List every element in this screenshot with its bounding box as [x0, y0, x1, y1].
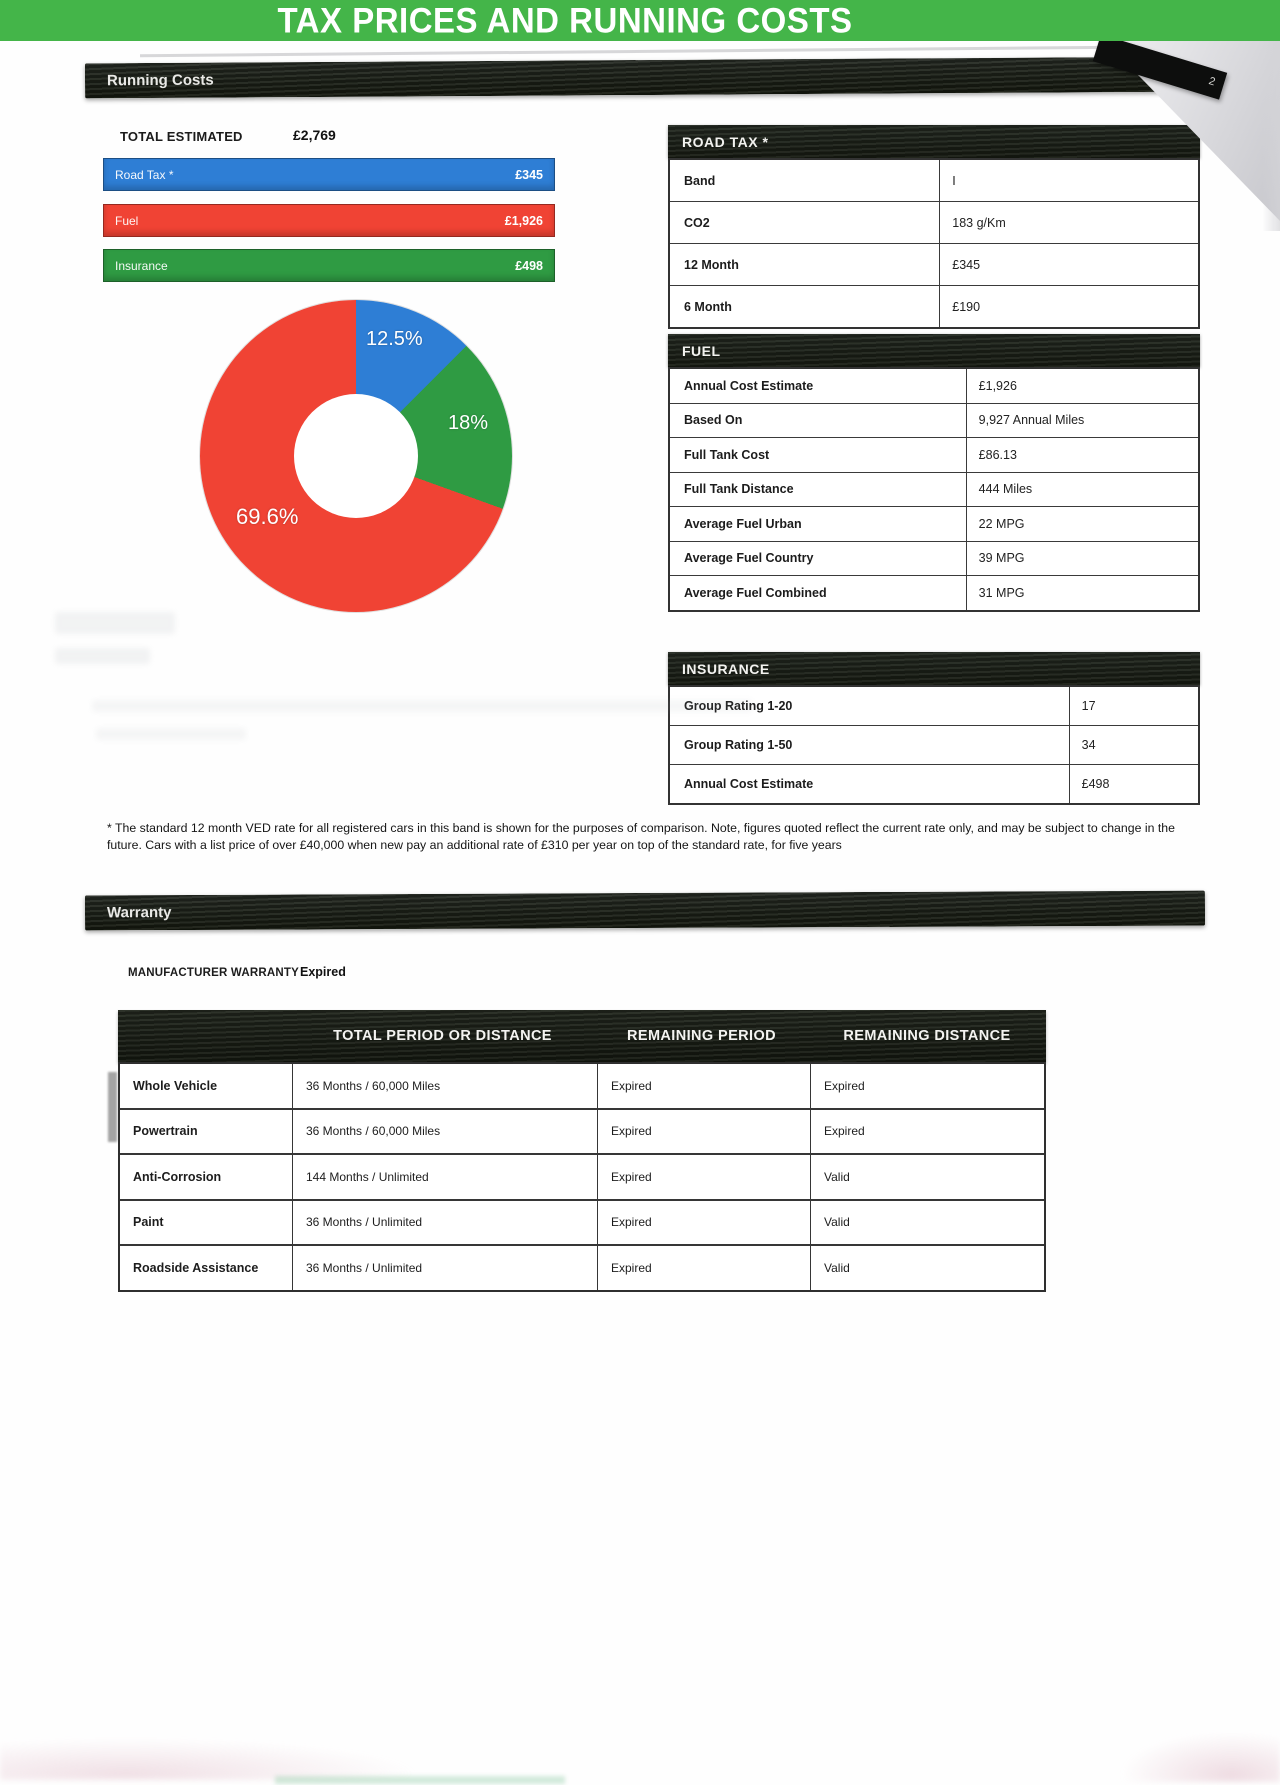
row-label: Roadside Assistance: [133, 1260, 259, 1275]
row-label: Group Rating 1-20: [684, 699, 793, 713]
row-value: 34: [1069, 726, 1198, 764]
ved-footnote: * The standard 12 month VED rate for all registered cars in this band is shown for the purposes of comparison. Note, figures quoted reflect the current rate only, and may be subject to change in the future. Cars with a list price of over £40,000 when new pay an additional rate of £310 per year on top of the standard rate, for five years: [107, 821, 1175, 853]
page-corner-fold: [1030, 41, 1280, 221]
section-warranty-label: Warranty: [106, 904, 172, 922]
road-tax-title: ROAD TAX *: [682, 133, 769, 150]
donut-label-road-tax: 12.5%: [366, 328, 423, 350]
row-label: Anti-Corrosion: [133, 1169, 222, 1184]
table-row: [670, 243, 1198, 285]
total-estimated-label: TOTAL ESTIMATED: [120, 129, 243, 144]
row-value: I: [939, 160, 1198, 201]
bar-insurance: [103, 249, 555, 282]
bar-fuel: [103, 204, 555, 237]
bar-road-tax-label: Road Tax *: [115, 167, 174, 182]
table-row: [670, 437, 1198, 472]
donut-label-insurance: 18%: [448, 412, 489, 434]
bar-fuel-label: Fuel: [115, 213, 139, 228]
row-value: 31 MPG: [966, 576, 1198, 610]
table-row: [670, 285, 1198, 327]
bleedthrough-smudge: [92, 700, 752, 712]
row-label: Group Rating 1-50: [684, 738, 793, 752]
fuel-table-body: [668, 367, 1200, 612]
row-value: 22 MPG: [966, 507, 1198, 541]
row-label: Paint: [133, 1215, 164, 1230]
table-row: [120, 1153, 1044, 1199]
scan-right-edge: [1262, 41, 1280, 231]
fuel-table-header: [668, 334, 1200, 367]
row-value: 9,927 Annual Miles: [966, 404, 1198, 438]
table-row: [120, 1108, 1044, 1154]
total-estimated-value: £2,769: [293, 127, 336, 143]
row-value: 17: [1069, 687, 1198, 725]
row-value: £1,926: [966, 369, 1198, 403]
table-row: [120, 1199, 1044, 1245]
bleedthrough-smudge: [96, 728, 246, 740]
table-row: [670, 575, 1198, 610]
row-value: £190: [939, 286, 1198, 327]
cell-remaining-period: Expired: [597, 1110, 810, 1154]
row-value: 183 g/Km: [939, 202, 1198, 243]
row-label: 12 Month: [684, 257, 739, 272]
bar-road-tax-value: £345: [515, 167, 543, 182]
bottom-smudge: [1120, 1732, 1280, 1782]
manufacturer-warranty-value: Expired: [300, 965, 346, 979]
bleedthrough-smudge: [55, 612, 175, 634]
page-title: TAX PRICES AND RUNNING COSTS: [277, 0, 853, 40]
cell-total-period: 36 Months / Unlimited: [292, 1201, 597, 1245]
manufacturer-warranty-label: MANUFACTURER WARRANTY: [128, 967, 299, 979]
cell-total-period: 36 Months / Unlimited: [292, 1246, 597, 1290]
donut-hole: [294, 394, 418, 518]
bar-road-tax: [103, 158, 555, 191]
table-row: [670, 403, 1198, 438]
table-row: [670, 369, 1198, 403]
row-label: Average Fuel Country: [684, 551, 814, 566]
warranty-header-remaining-distance: REMAINING DISTANCE: [843, 1028, 1011, 1044]
row-label: Average Fuel Urban: [684, 516, 802, 531]
scan-shadow-line: [140, 46, 1120, 58]
bottom-smudge: [275, 1776, 565, 1784]
cell-total-period: 36 Months / 60,000 Miles: [292, 1064, 597, 1108]
fuel-table: [668, 334, 1200, 612]
bar-insurance-value: £498: [515, 258, 543, 273]
page-banner: [0, 0, 1280, 41]
cell-remaining-distance: Valid: [810, 1155, 1044, 1199]
row-value: 39 MPG: [966, 542, 1198, 576]
row-label: Based On: [684, 413, 743, 428]
insurance-title: INSURANCE: [682, 660, 770, 677]
cell-remaining-period: Expired: [597, 1064, 810, 1108]
table-row: [120, 1064, 1044, 1108]
section-running-costs-label: Running Costs: [106, 71, 214, 90]
row-label: Annual Cost Estimate: [684, 777, 814, 791]
table-row: [670, 472, 1198, 507]
row-value: 444 Miles: [966, 473, 1198, 507]
row-value: £498: [1069, 765, 1198, 803]
cell-remaining-period: Expired: [597, 1155, 810, 1199]
row-label: Full Tank Cost: [684, 447, 770, 462]
row-label: 6 Month: [684, 299, 732, 314]
row-label: Band: [684, 173, 716, 188]
row-value: £86.13: [966, 438, 1198, 472]
table-row: [670, 506, 1198, 541]
cell-remaining-period: Expired: [597, 1246, 810, 1290]
cell-remaining-distance: Valid: [810, 1246, 1044, 1290]
cell-total-period: 36 Months / 60,000 Miles: [292, 1110, 597, 1154]
cell-remaining-period: Expired: [597, 1201, 810, 1245]
cell-remaining-distance: Valid: [810, 1201, 1044, 1245]
corner-page-number: 2: [1207, 75, 1217, 89]
row-label: Full Tank Distance: [684, 482, 794, 497]
warranty-table-body: [118, 1062, 1046, 1292]
bar-insurance-label: Insurance: [115, 258, 168, 273]
donut-chart: [200, 300, 512, 612]
table-row: [670, 725, 1198, 764]
cell-total-period: 144 Months / Unlimited: [292, 1155, 597, 1199]
row-label: Whole Vehicle: [133, 1078, 218, 1093]
insurance-table: [668, 652, 1200, 805]
warranty-table: [118, 1010, 1046, 1292]
bottom-smudge: [0, 1738, 420, 1780]
bar-fuel-value: £1,926: [504, 213, 543, 228]
insurance-table-header: [668, 652, 1200, 685]
warranty-header-total-period: TOTAL PERIOD OR DISTANCE: [333, 1028, 552, 1044]
donut-label-fuel: 69.6%: [236, 504, 299, 529]
fuel-title: FUEL: [682, 342, 721, 359]
row-label: CO2: [684, 215, 710, 230]
row-value: £345: [939, 244, 1198, 285]
bleedthrough-smudge: [55, 648, 150, 664]
row-label: Annual Cost Estimate: [684, 378, 814, 393]
warranty-header-remaining-period: REMAINING PERIOD: [627, 1028, 776, 1044]
section-header-warranty: [85, 891, 1205, 931]
cell-remaining-distance: Expired: [810, 1064, 1044, 1108]
scan-blob: [108, 1072, 117, 1142]
table-row: [670, 541, 1198, 576]
table-row: [670, 764, 1198, 803]
cell-remaining-distance: Expired: [810, 1110, 1044, 1154]
table-row: [120, 1244, 1044, 1290]
row-label: Powertrain: [133, 1124, 198, 1139]
row-label: Average Fuel Combined: [684, 585, 827, 600]
warranty-table-header: [118, 1010, 1046, 1062]
